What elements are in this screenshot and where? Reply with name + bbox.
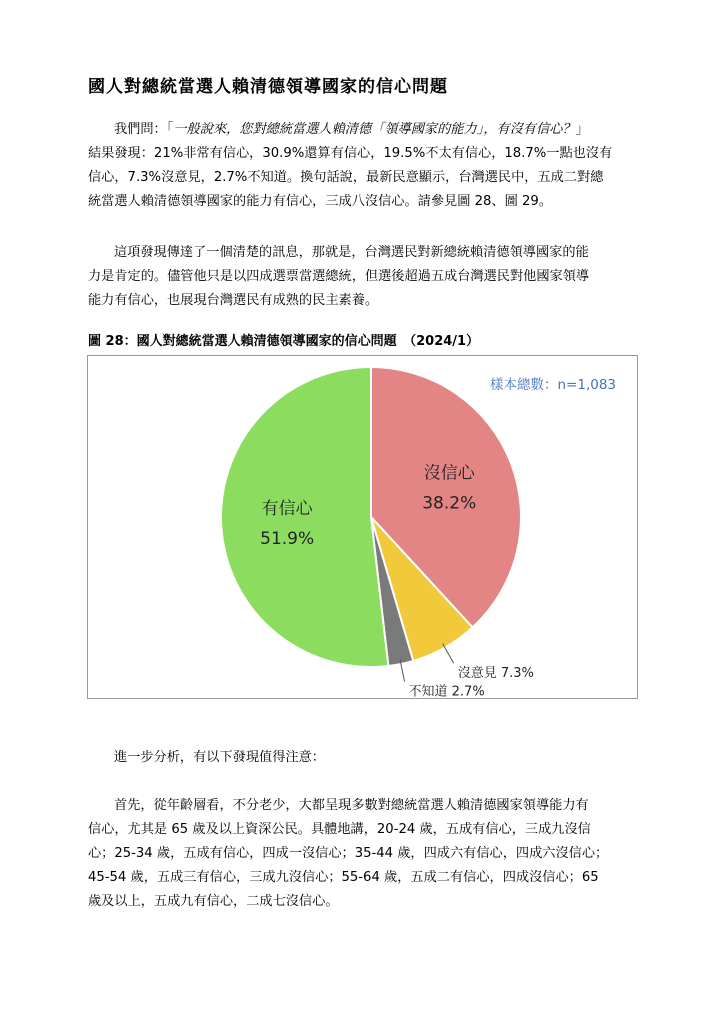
analysis-paragraph <box>88 241 648 313</box>
quote-open: 我們問：「 <box>114 122 174 137</box>
figure-caption: 圖 28：國人對總統當選人賴清德領導國家的信心問題 （2024/1） <box>88 334 480 349</box>
age-analysis-paragraph <box>88 794 648 914</box>
survey-question: 一般說來，您對總統當選人賴清德「領導國家的能力」，有沒有信心？ <box>173 122 576 137</box>
slice-value-3: 51.9% <box>260 528 315 549</box>
paragraph-line: 45-54 歲，五成三有信心，三成九沒信心；55-64 歲，五成二有信心，四成沒信心；65 <box>88 870 599 885</box>
further-analysis-intro <box>88 746 648 770</box>
paragraph-line: 信心，尤其是 65 歲及以上資深公民。具體地講，20-24 歲，五成有信心，三成九沒信 <box>88 822 591 837</box>
intro-line: 信心，7.3%沒意見，2.7%不知道。換句話說，最新民意顯示，台灣選民中，五成二對總 <box>88 170 604 185</box>
intro-paragraph <box>88 118 648 214</box>
pie-chart <box>88 356 639 700</box>
intro-line: 結果發現：21%非常有信心，30.9%還算有信心，19.5%不太有信心，18.7%一點也沒有 <box>88 146 613 161</box>
paragraph-line: 力是肯定的。儘管他只是以四成選票當選總統，但選後超過五成台灣選民對他國家領導 <box>88 269 590 284</box>
paragraph-line: 歲及以上，五成九有信心，二成七沒信心。 <box>88 894 339 909</box>
page-title: 國人對總統當選人賴清德領導國家的信心問題 <box>88 77 448 97</box>
slice-label-0: 沒信心 <box>423 463 475 484</box>
sample-size-note: 樣本總數：n=1,083 <box>489 377 616 393</box>
paragraph-line: 這項發現傳達了一個清楚的訊息，那就是，台灣選民對新總統賴清德領導國家的能 <box>114 245 589 260</box>
intro-line: 統當選人賴清德領導國家的能力有信心，三成八沒信心。請參見圖 28、圖 29。 <box>88 194 552 209</box>
paragraph-line: 首先，從年齡層看，不分老少，大都呈現多數對總統當選人賴清德國家領導能力有 <box>114 798 589 813</box>
slice-callout-2: 不知道 2.7% <box>408 684 485 700</box>
slice-label-3: 有信心 <box>261 498 313 519</box>
paragraph-line: 進一步分析，有以下發現值得注意： <box>114 750 325 765</box>
quote-close: 」 <box>575 122 589 137</box>
slice-value-0: 38.2% <box>422 493 477 514</box>
pie-chart-frame <box>87 355 638 699</box>
intro-line <box>88 118 648 142</box>
paragraph-line: 心；25-34 歲，五成有信心，四成一沒信心；35-44 歲，四成六有信心，四成六沒信心； <box>88 846 609 861</box>
slice-callout-1: 沒意見 7.3% <box>457 666 534 682</box>
paragraph-line: 能力有信心，也展現台灣選民有成熟的民主素養。 <box>88 293 379 308</box>
